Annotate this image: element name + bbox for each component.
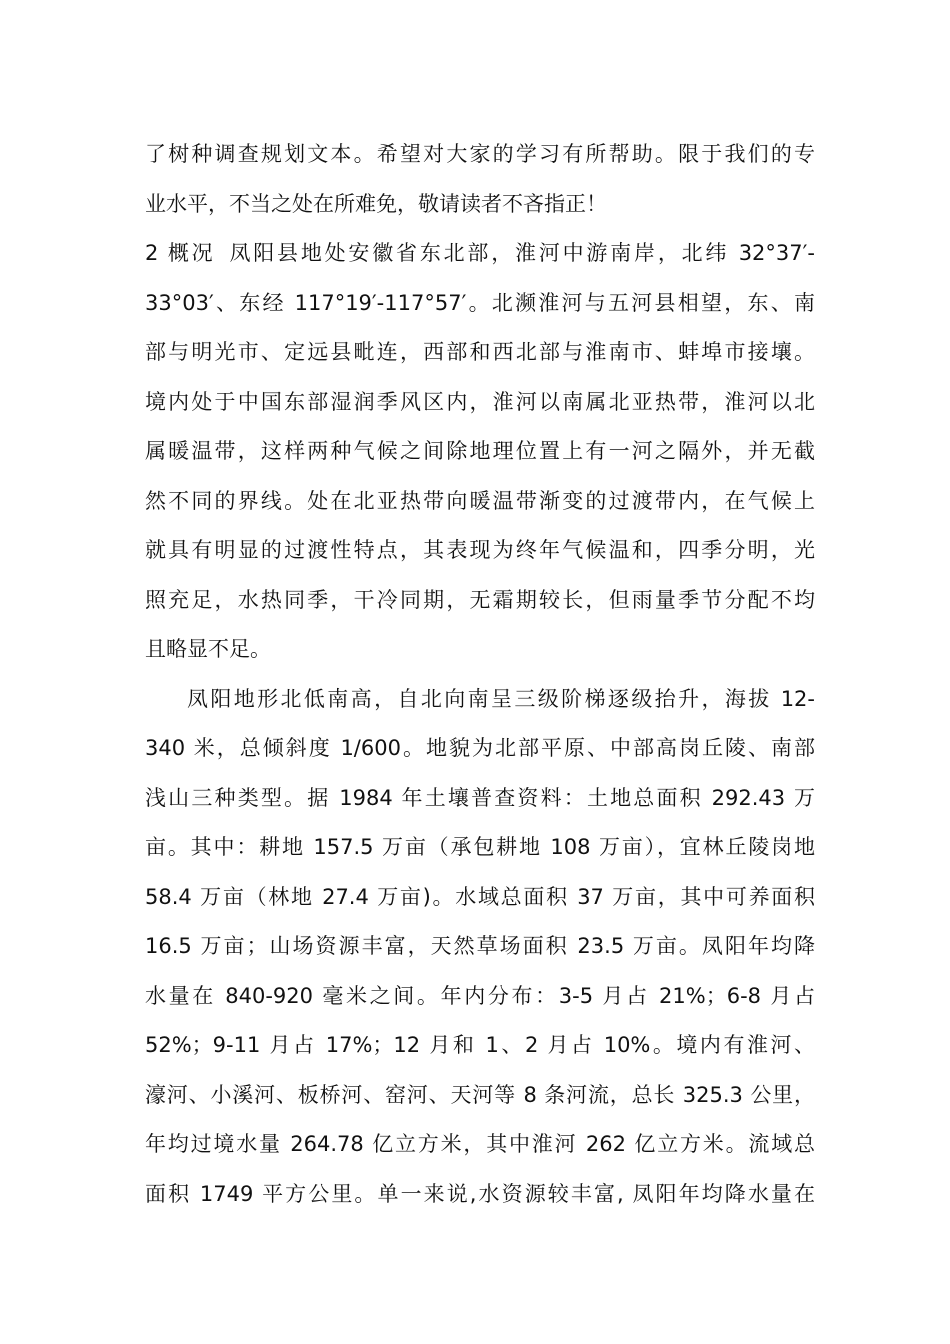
text-line: 濠河、小溪河、板桥河、窑河、天河等 8 条河流，总长 325.3 公里， — [145, 1082, 815, 1107]
text-line: 面积 1749 平方公里。单一来说,水资源较丰富, 凤阳年均降水量在 — [145, 1181, 815, 1206]
text-line-segment: 凤阳县地处安徽省东北部，淮河中游南岸，北纬 32°37′- — [229, 241, 815, 265]
text-line: 业水平，不当之处在所难免，敬请读者不吝指正！ — [145, 191, 607, 216]
text-line: 凤阳地形北低南高，自北向南呈三级阶梯逐级抬升，海拔 12- — [187, 686, 815, 711]
text-line: 浅山三种类型。据 1984 年土壤普查资料：土地总面积 292.43 万 — [145, 785, 815, 810]
text-line: 年均过境水量 264.78 亿立方米，其中淮河 262 亿立方米。流域总 — [145, 1132, 815, 1156]
text-line: 58.4 万亩（林地 27.4 万亩)。水域总面积 37 万亩，其中可养面积 — [145, 884, 815, 909]
text-line: 属暖温带，这样两种气候之间除地理位置上有一河之隔外，并无截 — [145, 439, 815, 463]
text-line: 亩。其中：耕地 157.5 万亩（承包耕地 108 万亩），宜林丘陵岗地 — [145, 835, 815, 859]
text-line: 52%；9-11 月占 17%；12 月和 1、2 月占 10%。境内有淮河、 — [145, 1033, 815, 1057]
text-line: 且略显不足。 — [145, 637, 271, 661]
text-line: 33°03′、东经 117°19′-117°57′。北濒淮河与五河县相望，东、南 — [145, 290, 815, 315]
section-heading-line — [145, 229, 815, 279]
text-line: 然不同的界线。处在北亚热带向暖温带渐变的过渡带内，在气候上 — [145, 488, 815, 513]
section-heading: 2 概况 — [145, 241, 216, 265]
text-line: 了树种调查规划文本。希望对大家的学习有所帮助。限于我们的专 — [145, 142, 815, 166]
text-line: 就具有明显的过渡性特点，其表现为终年气候温和，四季分明，光 — [145, 538, 815, 562]
text-line: 340 米，总倾斜度 1/600。地貌为北部平原、中部高岗丘陵、南部 — [145, 736, 815, 760]
document-body — [145, 130, 815, 1219]
text-line: 境内处于中国东部湿润季风区内，淮河以南属北亚热带，淮河以北 — [145, 389, 815, 414]
text-line: 部与明光市、定远县毗连，西部和西北部与淮南市、蚌埠市接壤。 — [145, 340, 815, 364]
text-line: 水量在 840-920 毫米之间。年内分布：3-5 月占 21%；6-8 月占 — [145, 983, 815, 1008]
text-line: 照充足，水热同季，干冷同期，无霜期较长，但雨量季节分配不均 — [145, 587, 815, 612]
text-line: 16.5 万亩；山场资源丰富，天然草场面积 23.5 万亩。凤阳年均降 — [145, 934, 815, 958]
